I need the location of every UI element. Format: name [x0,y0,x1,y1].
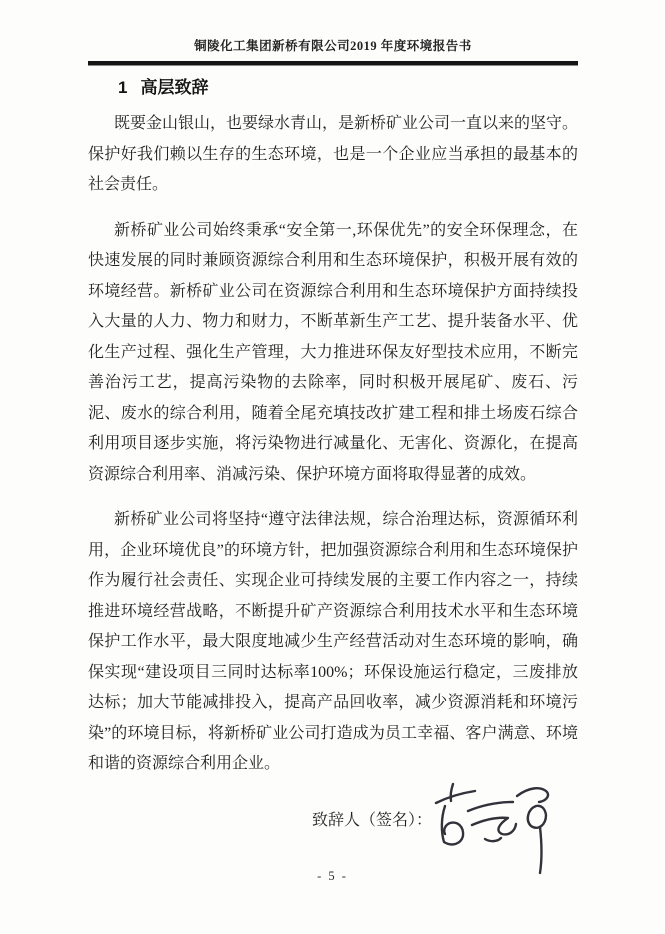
header-rule [88,61,578,66]
section-heading [118,77,578,99]
signature-label: 致辞人（签名）： [311,811,432,829]
section-number: 1 [118,78,128,97]
paragraph-2: 新桥矿业公司始终秉承“安全第一,环保优先”的安全环保理念，在快速发展的同时兼顾资源综合利用和生态环境保护，积极开展有效的环境经营。新桥矿业公司在资源综合利用和生态环境保护方面持续投入大量的人力、物力和财力，不断革新生产工艺、提升装备水平、优化生产过程、强化生产管理，大力推进环保友好型技术应用，不断完善治污工艺，提高污染物的去除率，同时积极开展尾矿、废石、污泥、废水的综合利用，随着全尾充填技改扩建工程和排土场废石综合利用项目逐步实施，将污染物进行减量化、无害化、资源化，在提高资源综合利用率、消减污染、保护环境方面将取得显著的成效。 [88,221,578,483]
paragraph-1: 既要金山银山，也要绿水青山，是新桥矿业公司一直以来的坚守。保护好我们赖以生存的生态环境，也是一个企业应当承担的最基本的社会责任。 [88,115,579,193]
paragraph-3: 新桥矿业公司将坚持“遵守法律法规，综合治理达标，资源循环利用，企业环境优良”的环境方针，把加强资源综合利用和生态环境保护作为履行社会责任、实现企业可持续发展的主要工作内容之一，持续推进环境经营战略，不断提升矿产资源综合利用技术水平和生态环境保护工作水平，最大限度地减少生产经营活动对生态环境的影响，确保实现“建设项目三同时达标率100%；环保设施运行稳定，三废排放达标；加大节能减排投入，提高产品回收率，减少资源消耗和环境污染”的环境目标，将新桥矿业公司打造成为员工幸福、客户满意、环境和谐的资源综合利用企业。 [88,511,578,772]
page-number: - 5 - [317,869,348,883]
signature-row [88,795,578,873]
body-text [88,109,578,780]
report-header-title: 铜陵化工集团新桥有限公司2019 年度环境报告书 [194,39,472,53]
section-title: 高层致辞 [140,78,209,97]
handwritten-signature-icon [428,775,562,877]
